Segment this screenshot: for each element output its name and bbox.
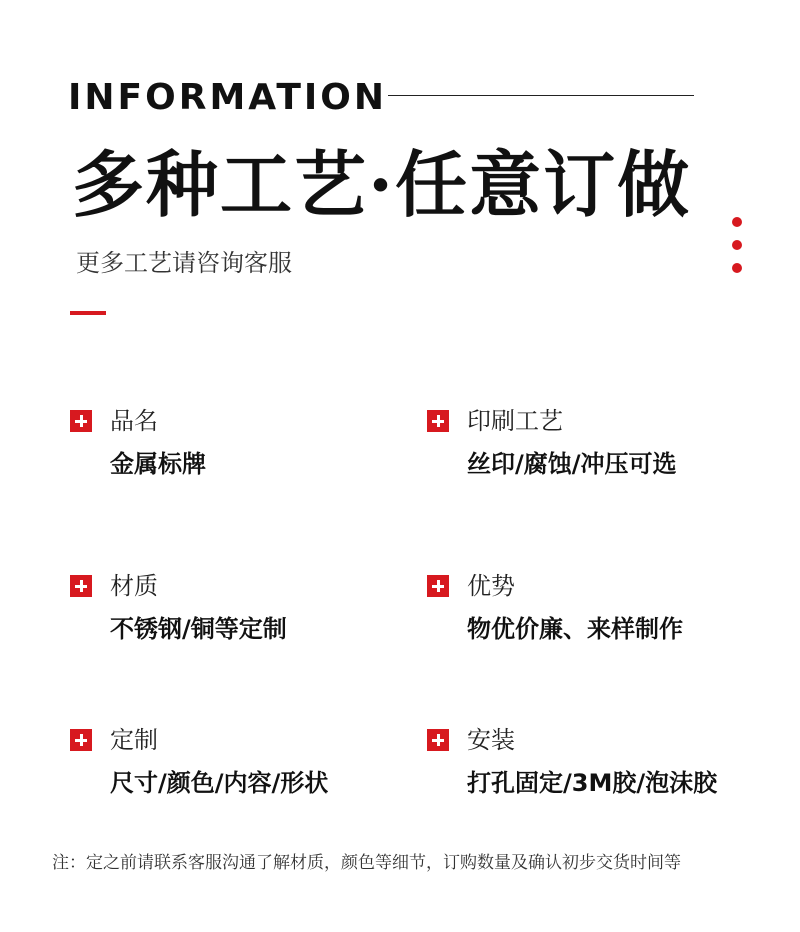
info-item-custom: [70, 725, 400, 799]
info-item-advantage: [427, 571, 757, 645]
decorative-dot-icon: [732, 240, 742, 250]
info-label: 定制: [110, 726, 158, 754]
info-value: 打孔固定/3M胶/泡沫胶: [467, 769, 718, 797]
info-label: 安装: [467, 726, 515, 754]
page-title: 多种工艺·任意订做: [72, 142, 692, 227]
info-label: 品名: [110, 407, 158, 435]
info-label: 材质: [110, 572, 158, 600]
decorative-dot-icon: [732, 217, 742, 227]
decorative-dot-icon: [732, 263, 742, 273]
info-value: 物优价廉、来样制作: [467, 615, 683, 643]
info-item-installation: [427, 725, 757, 799]
plus-icon: [70, 729, 92, 751]
info-value: 不锈钢/铜等定制: [110, 615, 287, 643]
info-label: 优势: [467, 572, 515, 600]
plus-icon: [427, 575, 449, 597]
heading-divider: [388, 95, 694, 96]
info-label: 印刷工艺: [467, 407, 563, 435]
footnote: 注：定之前请联系客服沟通了解材质，颜色等细节，订购数量及确认初步交货时间等: [52, 853, 681, 873]
info-item-product-name: [70, 406, 400, 480]
info-value: 金属标牌: [110, 450, 206, 478]
accent-bar: [70, 311, 106, 315]
plus-icon: [70, 575, 92, 597]
info-item-printing: [427, 406, 757, 480]
plus-icon: [70, 410, 92, 432]
info-value: 丝印/腐蚀/冲压可选: [467, 450, 677, 478]
info-value: 尺寸/颜色/内容/形状: [110, 769, 329, 797]
plus-icon: [427, 729, 449, 751]
info-item-material: [70, 571, 400, 645]
heading-information: INFORMATION: [68, 77, 388, 118]
page-subtitle: 更多工艺请咨询客服: [76, 249, 292, 277]
plus-icon: [427, 410, 449, 432]
